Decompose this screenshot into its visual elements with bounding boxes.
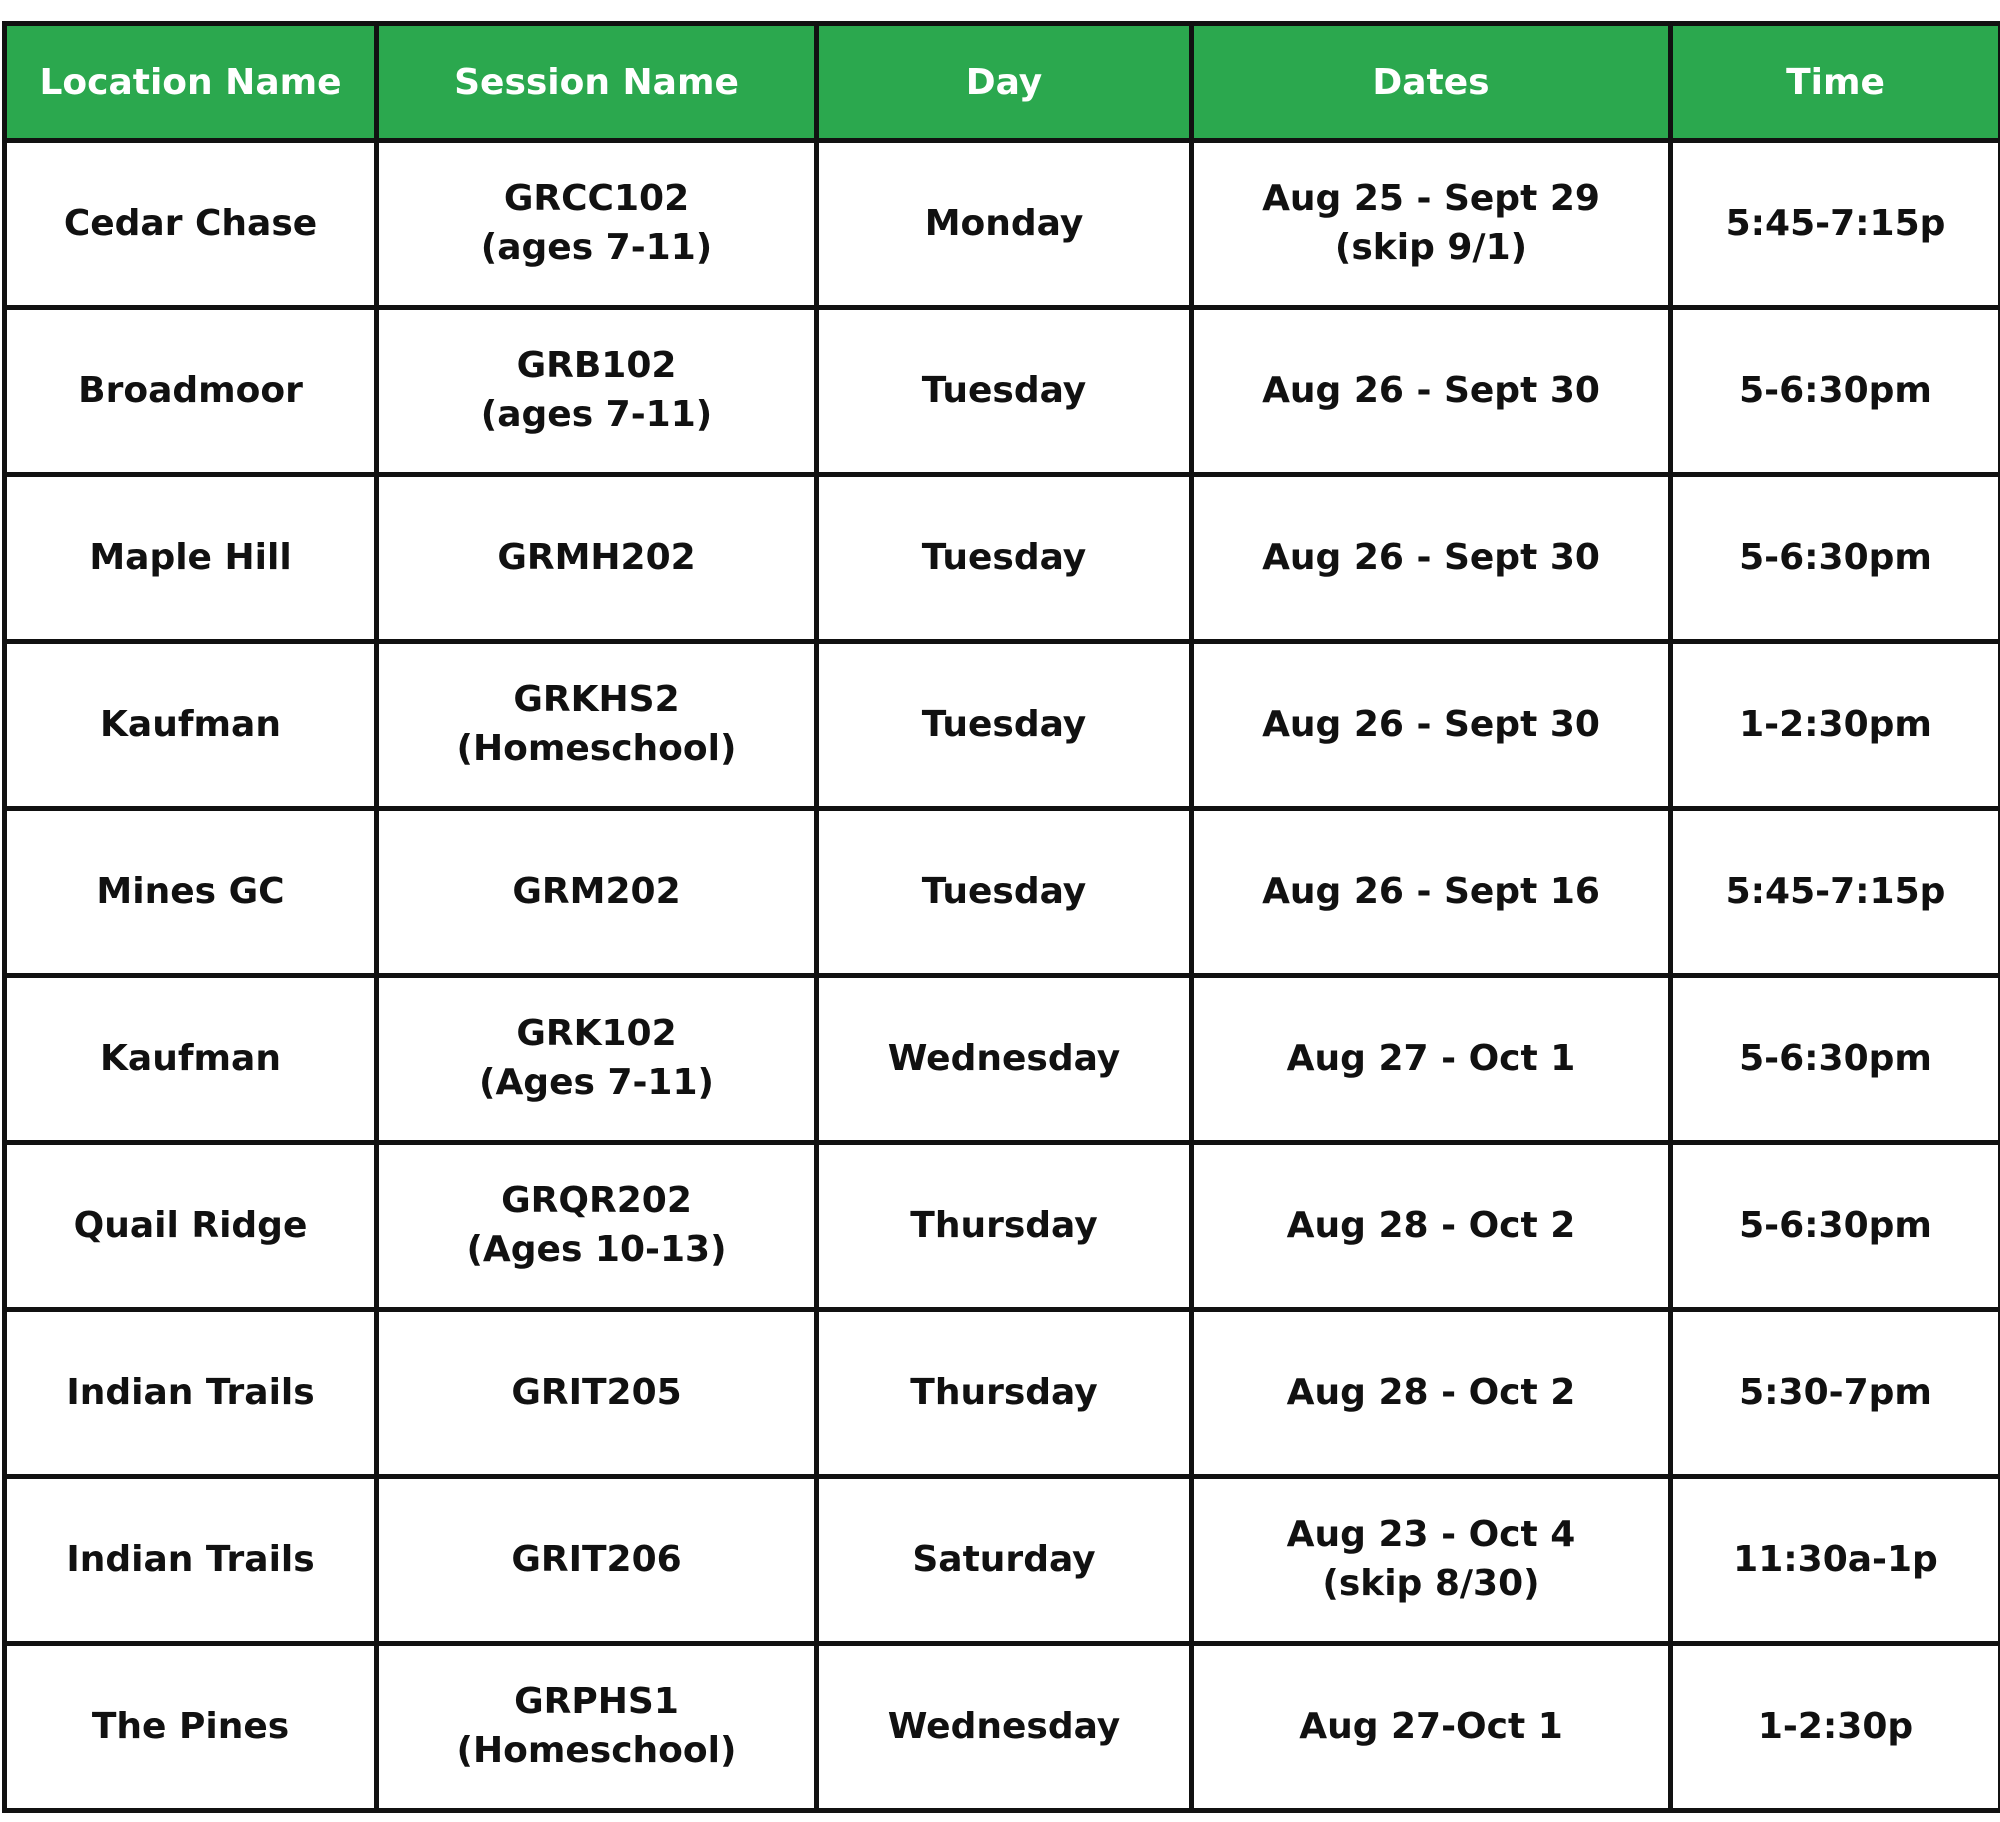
time-cell-text: 5:45-7:15p [1725,202,1946,244]
location-cell-text: Broadmoor [78,369,303,411]
session-cell-note: (ages 7-11) [480,227,713,268]
time-cell [1671,1477,2000,1644]
session-cell [377,809,817,976]
day-cell-text: Monday [924,202,1084,244]
session-cell-text: GRMH202 [497,536,696,578]
table-row [5,141,2000,308]
day-cell [817,475,1192,642]
location-cell [5,642,377,809]
day-cell-text: Tuesday [921,703,1087,745]
table-row [5,1644,2000,1811]
dates-cell-text: Aug 28 - Oct 2 [1286,1371,1576,1413]
session-cell [377,475,817,642]
dates-cell-text: Aug 27-Oct 1 [1299,1705,1563,1747]
dates-cell-text: Aug 27 - Oct 1 [1286,1037,1576,1079]
location-cell [5,1143,377,1310]
session-cell-note: (Homeschool) [456,728,737,769]
day-cell-text: Saturday [912,1538,1096,1580]
time-cell [1671,475,2000,642]
session-cell [377,976,817,1143]
location-cell-text: Indian Trails [66,1538,315,1580]
time-cell-text: 5-6:30pm [1739,369,1932,411]
dates-cell-note: (skip 9/1) [1334,227,1528,268]
day-cell [817,141,1192,308]
session-cell [377,1477,817,1644]
dates-cell [1192,976,1671,1143]
day-cell-text: Tuesday [921,870,1087,912]
day-cell-text: Tuesday [921,369,1087,411]
session-cell [377,1644,817,1811]
day-cell [817,1143,1192,1310]
dates-cell [1192,642,1671,809]
time-cell [1671,308,2000,475]
day-cell [817,1310,1192,1477]
day-cell-text: Thursday [910,1204,1098,1246]
dates-cell [1192,475,1671,642]
session-cell [377,1143,817,1310]
dates-cell-text: Aug 26 - Sept 30 [1262,703,1600,745]
session-cell-note: (Ages 7-11) [478,1062,714,1103]
location-cell-text: Cedar Chase [63,202,318,244]
table-row [5,308,2000,475]
time-cell [1671,976,2000,1143]
time-cell [1671,1143,2000,1310]
time-cell-text: 5:45-7:15p [1725,870,1946,912]
day-cell [817,1477,1192,1644]
dates-cell-text: Aug 26 - Sept 30 [1262,536,1600,578]
dates-cell [1192,1477,1671,1644]
dates-cell [1192,1310,1671,1477]
location-cell-text: Quail Ridge [73,1204,308,1246]
dates-cell-note: (skip 8/30) [1322,1563,1540,1604]
time-cell [1671,1644,2000,1811]
location-cell [5,141,377,308]
dates-cell [1192,1644,1671,1811]
session-cell [377,1310,817,1477]
time-cell-text: 5-6:30pm [1739,1204,1932,1246]
session-cell-note: (Ages 10-13) [466,1229,727,1270]
session-cell-text: GRKHS2 [513,679,680,721]
header-time: Time [1671,24,2000,141]
time-cell-text: 1-2:30p [1757,1705,1914,1747]
table-row [5,976,2000,1143]
dates-cell-text: Aug 28 - Oct 2 [1286,1204,1576,1246]
session-cell [377,308,817,475]
schedule-body [5,141,2000,1811]
table-row [5,642,2000,809]
time-cell [1671,141,2000,308]
table-row [5,1143,2000,1310]
session-cell-text: GRQR202 [501,1180,692,1222]
location-cell [5,976,377,1143]
day-cell [817,642,1192,809]
location-cell [5,1644,377,1811]
session-cell-text: GRPHS1 [514,1681,679,1723]
table-row [5,475,2000,642]
session-cell-text: GRIT206 [511,1538,682,1580]
day-cell-text: Tuesday [921,536,1087,578]
location-cell-text: Kaufman [100,1037,281,1079]
time-cell-text: 5-6:30pm [1739,536,1932,578]
location-cell [5,1310,377,1477]
header-session-name: Session Name [377,24,817,141]
session-cell [377,642,817,809]
session-cell-text: GRM202 [512,870,681,912]
location-cell-text: Mines GC [96,870,285,912]
schedule-table [2,21,2000,1813]
time-cell [1671,1310,2000,1477]
day-cell [817,308,1192,475]
session-cell [377,141,817,308]
day-cell [817,1644,1192,1811]
location-cell-text: The Pines [91,1705,290,1747]
day-cell-text: Wednesday [887,1037,1121,1079]
dates-cell [1192,308,1671,475]
header-location-name: Location Name [5,24,377,141]
location-cell-text: Maple Hill [89,536,292,578]
location-cell [5,809,377,976]
session-cell-note: (Homeschool) [456,1730,737,1771]
dates-cell-text: Aug 23 - Oct 4 [1286,1514,1576,1556]
table-row [5,1310,2000,1477]
day-cell [817,809,1192,976]
dates-cell [1192,1143,1671,1310]
dates-cell-text: Aug 26 - Sept 16 [1262,870,1600,912]
dates-cell [1192,141,1671,308]
session-cell-note: (ages 7-11) [480,394,713,435]
time-cell-text: 5:30-7pm [1739,1371,1932,1413]
dates-cell-text: Aug 26 - Sept 30 [1262,369,1600,411]
time-cell-text: 1-2:30pm [1739,703,1932,745]
header-dates: Dates [1192,24,1671,141]
location-cell-text: Indian Trails [66,1371,315,1413]
table-row [5,1477,2000,1644]
session-cell-text: GRCC102 [503,178,690,220]
location-cell [5,475,377,642]
location-cell [5,308,377,475]
location-cell [5,1477,377,1644]
dates-cell-text: Aug 25 - Sept 29 [1262,178,1600,220]
location-cell-text: Kaufman [100,703,281,745]
header-day: Day [817,24,1192,141]
time-cell [1671,809,2000,976]
session-cell-text: GRK102 [516,1013,677,1055]
time-cell-text: 11:30a-1p [1733,1538,1938,1580]
dates-cell [1192,809,1671,976]
table-row [5,809,2000,976]
session-cell-text: GRIT205 [511,1371,682,1413]
time-cell [1671,642,2000,809]
day-cell [817,976,1192,1143]
header-row [5,24,2000,141]
day-cell-text: Thursday [910,1371,1098,1413]
time-cell-text: 5-6:30pm [1739,1037,1932,1079]
day-cell-text: Wednesday [887,1705,1121,1747]
session-cell-text: GRB102 [516,345,677,387]
